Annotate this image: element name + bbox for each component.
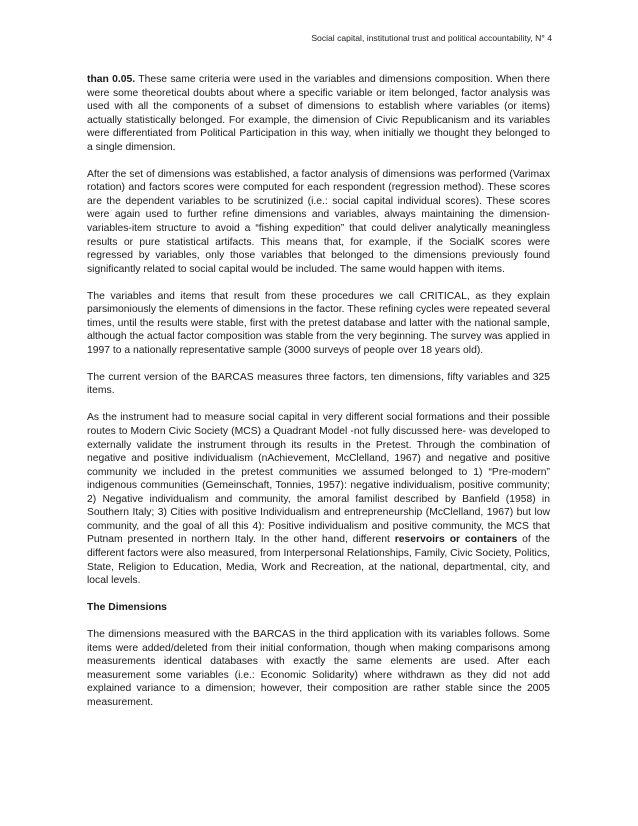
paragraph-4: The current version of the BARCAS measures three factors, ten dimensions, fifty variables and 325 items. [87,371,550,397]
paragraph-1-text: These same criteria were used in the variables and dimensions composition. When there were some theoretical doubts about where a specific variable or item belonged, factor analysis was used with all the components of a subset of dimensions to establish where variables (or items) actually statistically belonged. For example, the dimension of Civic Republicanism and its variables were differentiated from Political Participation in this way, when initially we thought they belonged to a single dimension. [87,74,550,153]
paragraph-3: The variables and items that result from these procedures we call CRITICAL, as they explain parsimoniously the elements of dimensions in the factor. These refining cycles were repeated several times, until the results were stable, first with the pretest database and latter with the national sample, although the actual factor composition was stable from the very beginning. The survey was applied in 1997 to a nationally representative sample (3000 surveys of people over 18 years old). [87,290,550,356]
paragraph-2: After the set of dimensions was established, a factor analysis of dimensions was performed (Varimax rotation) and factors scores were computed for each respondent (regression method). These scores are the dependent variables to be scrutinized (i.e.: social capital individual scores). These scores were again used to further refine dimensions and variables, always maintaining the dimension-variables-item structure to avoid a “fishing expedition” that could deliver analytically meaningless results or pure statistical artifacts. This means that, for example, if the SocialK scores were regressed by variables, only those variables that belonged to the dimensions previously found significantly related to social capital would be included. The same would happen with items. [87,168,550,275]
paragraph-1-bold-lead: than 0.05. [87,74,136,85]
paragraph-5-text-a: As the instrument had to measure social capital in very different social formations and their possible routes to Modern Civic Society (MCS) a Quadrant Model -not fully discussed here- was developed to externally validate the instrument through its results in the Pretest. Through the combination of negative and positive individualism (nAchievement, McClelland, 1967) and negative and positive community we included in the pretest communities we assumed belonged to 1) “Pre-modern” indigenous communities (Gemeinschaft, Tonnies, 1957): negative individualism, positive community; 2) Negative individualism and community, the amoral familist described by Banfield (1958) in Southern Italy; 3) Cities with positive Individualism and entrepreneurship (McClelland, 1967) but low community, and the goal of all this 4): Positive individualism and positive community, the MCS that Putnam presented in northern Italy. In the other hand, different [87,412,550,546]
running-header: Social capital, institutional trust and political accountability, N° 4 [311,33,552,43]
paragraph-5-bold-term: reservoirs or containers [394,534,518,546]
section-heading: The Dimensions [87,602,167,614]
paragraph-5-text-b: of the different factors were also measured, from Interpersonal Relationships, Family, Civic Society, Politics, State, Religion to Education, Media, Work and Recreation, at the national, departmental, city, and local levels. [87,534,551,587]
paragraph-1 [87,73,550,154]
body-text [87,73,550,709]
paragraph-5 [87,411,550,587]
paragraph-6: The dimensions measured with the BARCAS in the third application with its variables follows. Some items were added/deleted from their initial conformation, though when making comparisons among measurements identical databases with exactly the same elements are used. After each measurement some variables (i.e.: Economic Solidarity) where withdrawn as they did not add explained variance to a dimension; however, their composition are rather stable since the 2005 measurement. [87,629,550,708]
